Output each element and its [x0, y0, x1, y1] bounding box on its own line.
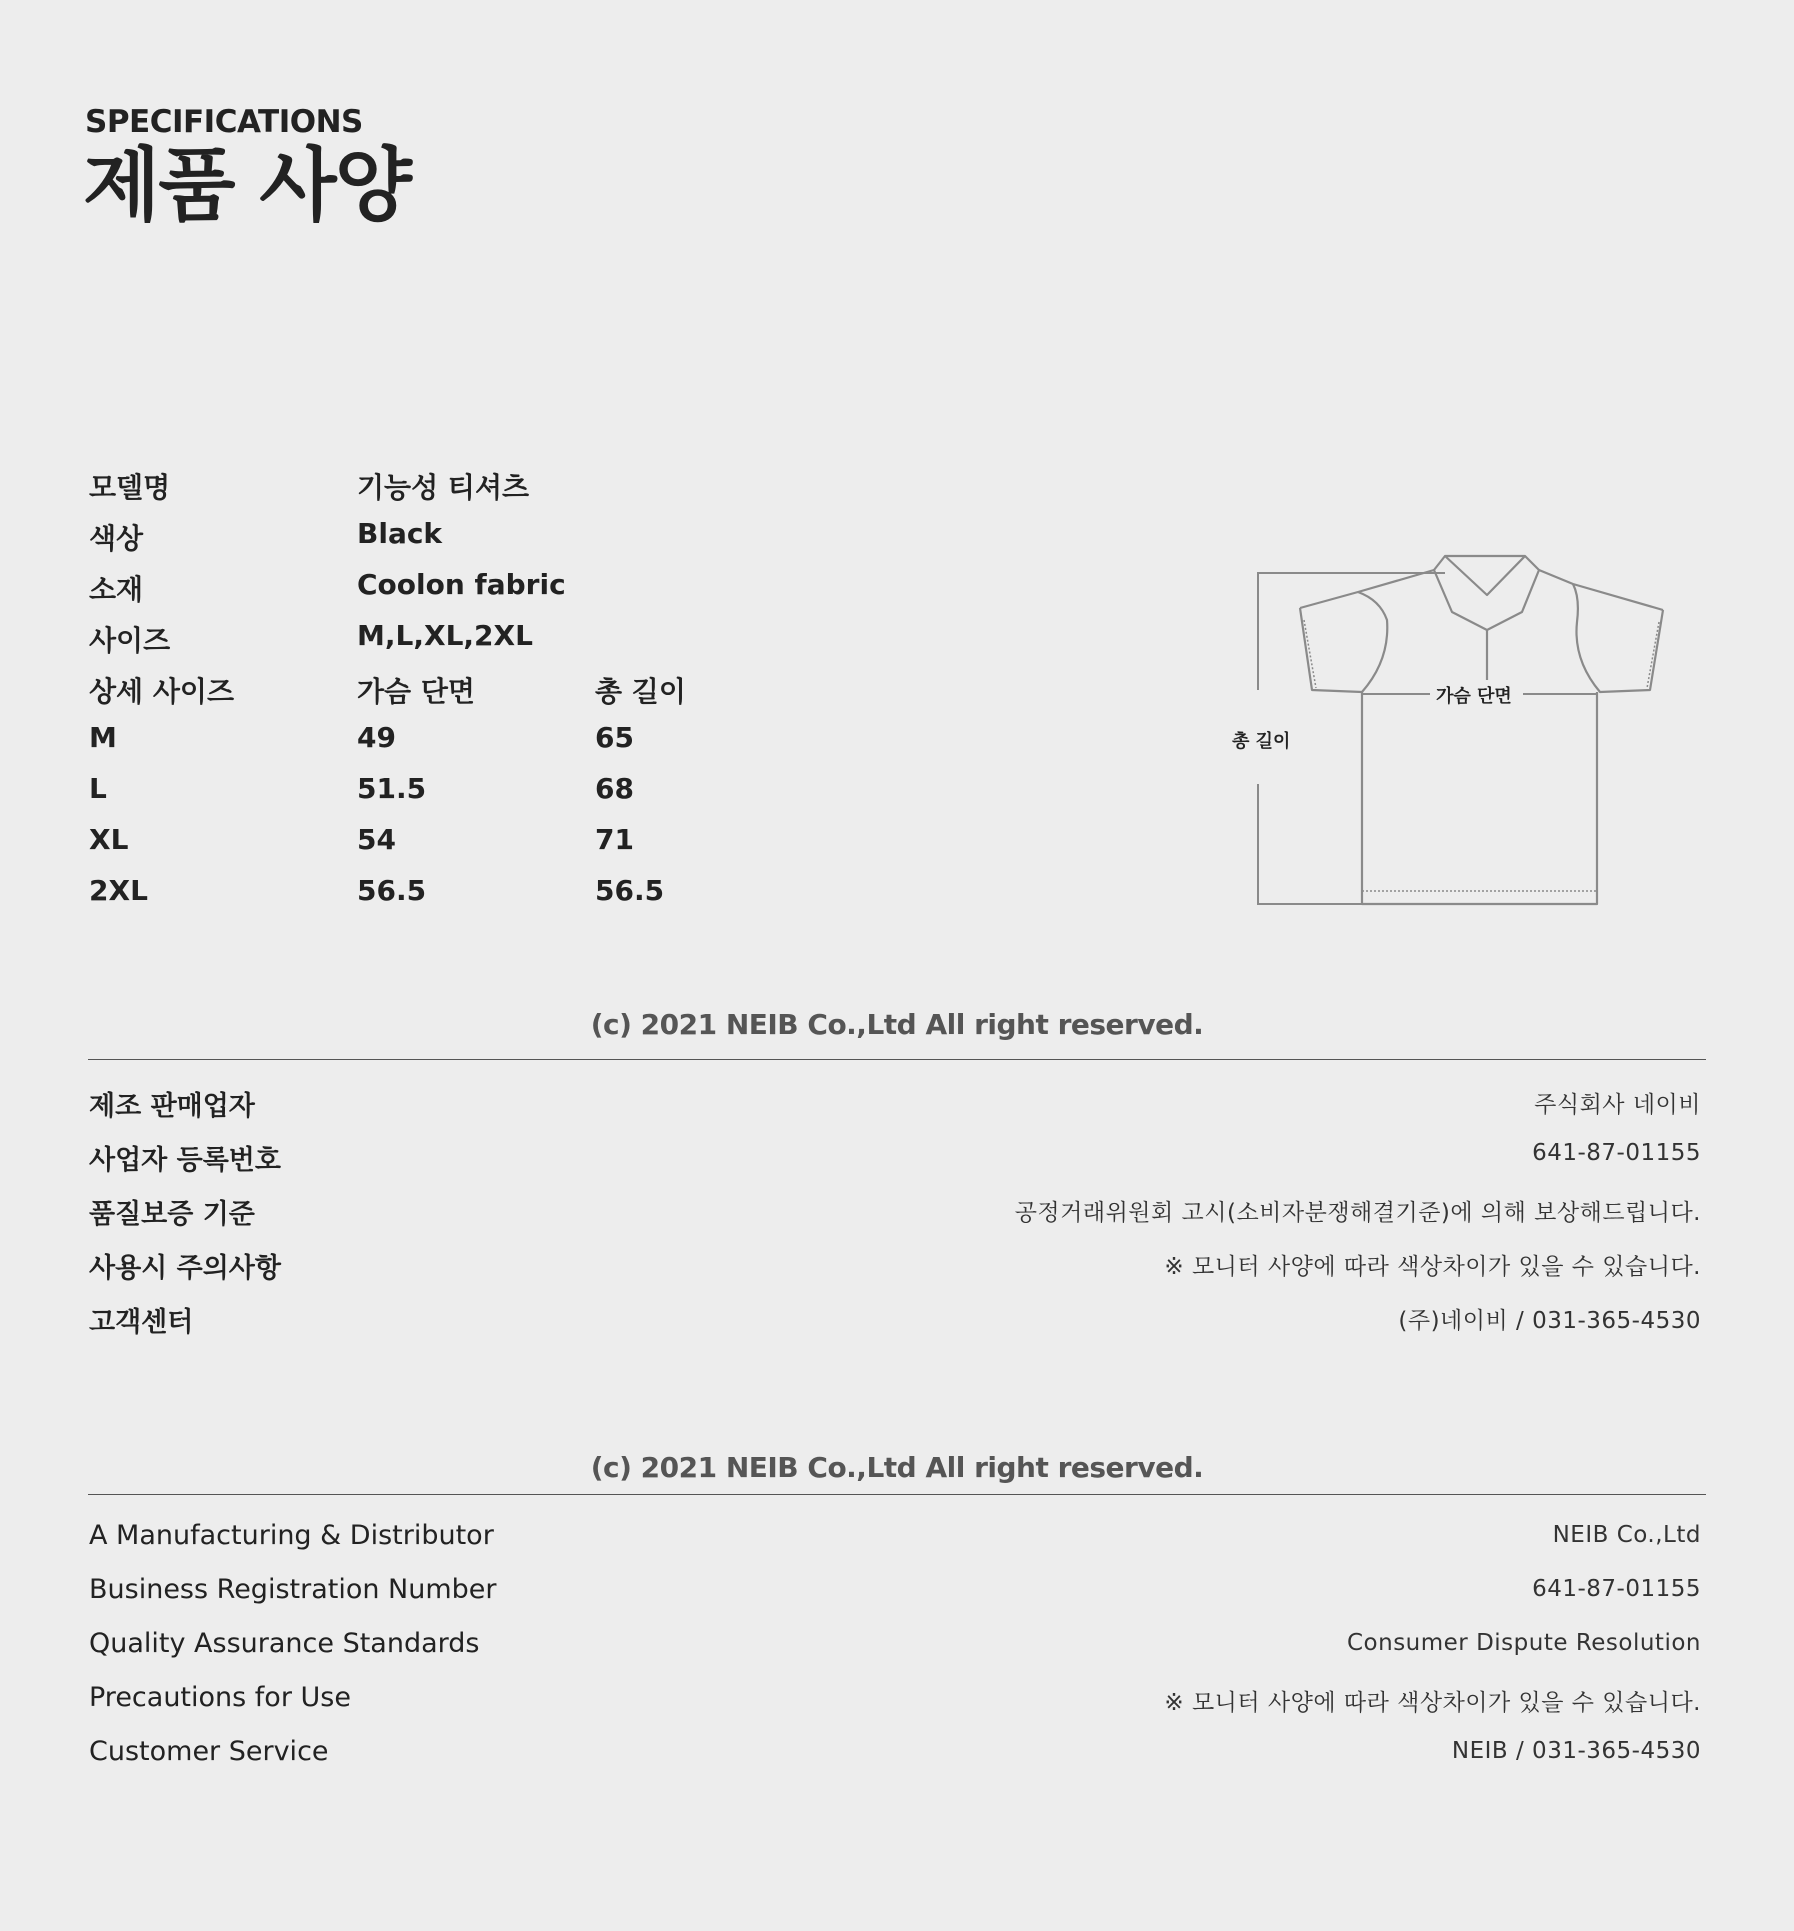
info-value: NEIB Co.,Ltd	[1552, 1522, 1701, 1548]
info-label: 제조 판매업자	[89, 1091, 255, 1122]
spec-label: 소재	[89, 573, 144, 606]
info-value: 641-87-01155	[1532, 1140, 1701, 1166]
info-row	[89, 1084, 1701, 1138]
info-label: Quality Assurance Standards	[89, 1628, 480, 1659]
spec-value: Coolon fabric	[357, 568, 566, 601]
copyright-en: (c) 2021 NEIB Co.,Ltd All right reserved.	[590, 1451, 1204, 1484]
info-row	[89, 1300, 1701, 1354]
size-table-header	[89, 670, 789, 721]
size-header-length: 총 길이	[595, 675, 686, 708]
shirt-measurement-diagram	[1232, 550, 1680, 912]
info-value: Consumer Dispute Resolution	[1346, 1630, 1701, 1656]
info-label: 사용시 주의사항	[89, 1253, 281, 1284]
divider	[88, 1494, 1706, 1495]
info-value: NEIB / 031-365-4530	[1451, 1738, 1701, 1764]
company-info-ko	[89, 1084, 1701, 1354]
size-length: 65	[595, 721, 634, 754]
divider	[88, 1059, 1706, 1060]
info-label: 품질보증 기준	[89, 1199, 255, 1230]
size-row	[89, 721, 789, 772]
size-name: L	[89, 772, 107, 805]
info-row	[89, 1736, 1701, 1790]
length-measure-label: 총 길이	[1232, 731, 1291, 752]
spec-value: Black	[357, 517, 443, 550]
size-row	[89, 823, 789, 874]
copyright-ko: (c) 2021 NEIB Co.,Ltd All right reserved.	[590, 1008, 1204, 1041]
spec-row-color	[89, 517, 789, 568]
spec-label: 모델명	[89, 471, 171, 504]
size-name: 2XL	[89, 874, 148, 907]
size-name: XL	[89, 823, 129, 856]
spec-table	[89, 466, 789, 925]
info-row	[89, 1682, 1701, 1736]
shirt-outline-icon	[1240, 550, 1680, 912]
info-value: 공정거래위원회 고시(소비자분쟁해결기준)에 의해 보상해드립니다.	[1014, 1200, 1701, 1226]
section-eyebrow: SPECIFICATIONS	[85, 104, 363, 140]
info-value: ※ 모니터 사양에 따라 색상차이가 있을 수 있습니다.	[1164, 1690, 1701, 1716]
size-row	[89, 874, 789, 925]
info-label: Precautions for Use	[89, 1682, 351, 1713]
info-row	[89, 1628, 1701, 1682]
info-value: 주식회사 네이비	[1534, 1092, 1701, 1118]
size-row	[89, 772, 789, 823]
page-title: 제품 사양	[83, 139, 410, 232]
info-label: 고객센터	[89, 1307, 194, 1338]
size-header-chest: 가슴 단면	[357, 675, 475, 708]
size-name: M	[89, 721, 117, 754]
chest-measure-label: 가슴 단면	[1436, 686, 1512, 707]
spec-row-material	[89, 568, 789, 619]
size-length: 68	[595, 772, 634, 805]
spec-value: M,L,XL,2XL	[357, 619, 533, 652]
size-chest: 51.5	[357, 772, 427, 805]
info-label: Customer Service	[89, 1736, 329, 1767]
size-length: 71	[595, 823, 634, 856]
info-value: (주)네이비 / 031-365-4530	[1398, 1308, 1701, 1334]
spec-row-sizes	[89, 619, 789, 670]
spec-row-model	[89, 466, 789, 517]
size-chest: 49	[357, 721, 396, 754]
size-chest: 54	[357, 823, 396, 856]
info-label: Business Registration Number	[89, 1574, 497, 1605]
spec-label: 사이즈	[89, 624, 171, 657]
info-row	[89, 1192, 1701, 1246]
company-info-en	[89, 1520, 1701, 1790]
info-row	[89, 1138, 1701, 1192]
size-header-label: 상세 사이즈	[89, 675, 234, 708]
info-row	[89, 1246, 1701, 1300]
info-row	[89, 1574, 1701, 1628]
info-value: ※ 모니터 사양에 따라 색상차이가 있을 수 있습니다.	[1164, 1254, 1701, 1280]
spec-value: 기능성 티셔츠	[357, 471, 530, 504]
info-row	[89, 1520, 1701, 1574]
size-chest: 56.5	[357, 874, 427, 907]
info-value: 641-87-01155	[1532, 1576, 1701, 1602]
spec-label: 색상	[89, 522, 144, 555]
info-label: A Manufacturing & Distributor	[89, 1520, 494, 1551]
size-length: 56.5	[595, 874, 665, 907]
info-label: 사업자 등록번호	[89, 1145, 281, 1176]
